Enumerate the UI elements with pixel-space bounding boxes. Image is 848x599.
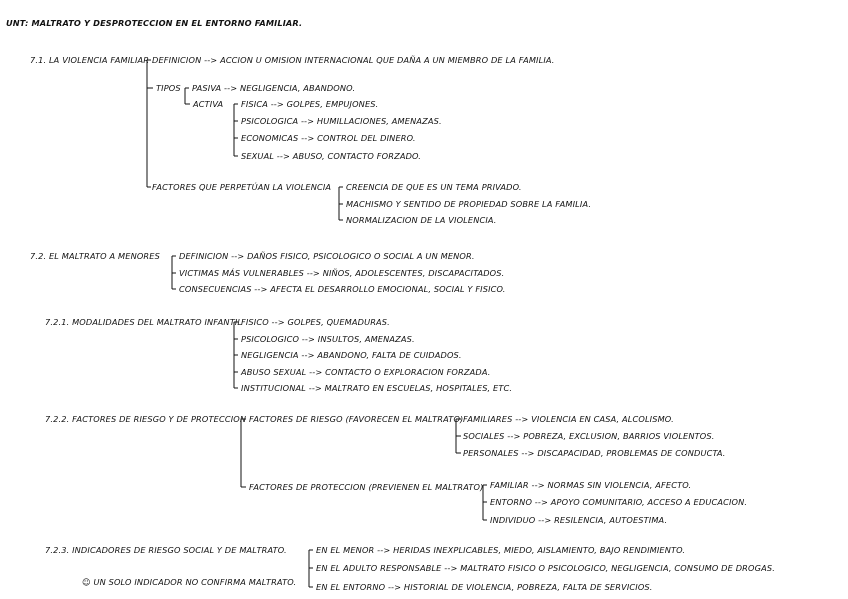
s722-proteccion-entorno: ENTORNO --> APOYO COMUNITARIO, ACCESO A EDUCACION.	[490, 497, 748, 507]
s722-riesgo: FACTORES DE RIESGO (FAVORECEN EL MALTRATO)	[249, 414, 464, 424]
s71-activa: ACTIVA	[193, 99, 224, 109]
s71-factores: FACTORES QUE PERPETÚAN LA VIOLENCIA	[152, 182, 332, 192]
s722-proteccion-familiar: FAMILIAR --> NORMAS SIN VIOLENCIA, AFECTO.	[490, 480, 692, 490]
section-7-1-heading: 7.1. LA VIOLENCIA FAMILIAR	[30, 55, 150, 65]
s721-fisico: FISICO --> GOLPES, QUEMADURAS.	[241, 317, 390, 327]
s71-fisica: FISICA --> GOLPES, EMPUJONES.	[241, 99, 379, 109]
s72-consecuencias: CONSECUENCIAS --> AFECTA EL DESARROLLO EMOCIONAL, SOCIAL Y FISICO.	[179, 284, 506, 294]
s721-psicologico: PSICOLOGICO --> INSULTOS, AMENAZAS.	[241, 334, 415, 344]
section-7-2-heading: 7.2. EL MALTRATO A MENORES	[30, 251, 160, 261]
s72-victimas: VICTIMAS MÁS VULNERABLES --> NIÑOS, ADOLESCENTES, DISCAPACITADOS.	[179, 268, 505, 278]
s71-tipos: TIPOS	[156, 83, 181, 93]
s72-definicion: DEFINICION --> DAÑOS FISICO, PSICOLOGICO O SOCIAL A UN MENOR.	[179, 251, 475, 261]
section-7-2-1-heading: 7.2.1. MODALIDADES DEL MALTRATO INFANTIL	[45, 317, 243, 327]
s71-sexual: SEXUAL --> ABUSO, CONTACTO FORZADO.	[241, 151, 422, 161]
s723-entorno: EN EL ENTORNO --> HISTORIAL DE VIOLENCIA, POBREZA, FALTA DE SERVICIOS.	[316, 582, 653, 592]
s723-note: ☺ UN SOLO INDICADOR NO CONFIRMA MALTRATO.	[82, 577, 297, 587]
s71-pasiva: PASIVA --> NEGLIGENCIA, ABANDONO.	[192, 83, 356, 93]
s71-psicologica: PSICOLOGICA --> HUMILLACIONES, AMENAZAS.	[241, 116, 442, 126]
s71-factor-1: CREENCIA DE QUE ES UN TEMA PRIVADO.	[346, 182, 522, 192]
s71-factor-3: NORMALIZACION DE LA VIOLENCIA.	[346, 215, 497, 225]
s722-riesgo-personales: PERSONALES --> DISCAPACIDAD, PROBLEMAS DE CONDUCTA.	[463, 448, 726, 458]
s722-riesgo-familiares: FAMILIARES --> VIOLENCIA EN CASA, ALCOLISMO.	[463, 414, 674, 424]
s71-definicion: DEFINICION --> ACCION U OMISION INTERNACIONAL QUE DAÑA A UN MIEMBRO DE LA FAMILIA.	[152, 55, 555, 65]
s723-menor: EN EL MENOR --> HERIDAS INEXPLICABLES, MIEDO, AISLAMIENTO, BAJO RENDIMIENTO.	[316, 545, 686, 555]
s71-economicas: ECONOMICAS --> CONTROL DEL DINERO.	[241, 133, 416, 143]
s722-proteccion-individuo: INDIVIDUO --> RESILENCIA, AUTOESTIMA.	[490, 515, 668, 525]
s722-proteccion: FACTORES DE PROTECCION (PREVIENEN EL MALTRATO)	[249, 482, 484, 492]
section-7-2-2-heading: 7.2.2. FACTORES DE RIESGO Y DE PROTECCION	[45, 414, 247, 424]
section-7-2-3-heading: 7.2.3. INDICADORES DE RIESGO SOCIAL Y DE MALTRATO.	[45, 545, 287, 555]
page-title: UNT: MALTRATO Y DESPROTECCION EN EL ENTORNO FAMILIAR.	[6, 18, 303, 28]
s721-institucional: INSTITUCIONAL --> MALTRATO EN ESCUELAS, HOSPITALES, ETC.	[241, 383, 513, 393]
s71-factor-2: MACHISMO Y SENTIDO DE PROPIEDAD SOBRE LA FAMILIA.	[346, 199, 592, 209]
s723-adulto: EN EL ADULTO RESPONSABLE --> MALTRATO FISICO O PSICOLOGICO, NEGLIGENCIA, CONSUMO DE DROGAS.	[316, 563, 775, 573]
s721-abuso-sexual: ABUSO SEXUAL --> CONTACTO O EXPLORACION FORZADA.	[241, 367, 491, 377]
s722-riesgo-sociales: SOCIALES --> POBREZA, EXCLUSION, BARRIOS VIOLENTOS.	[463, 431, 715, 441]
s721-negligencia: NEGLIGENCIA --> ABANDONO, FALTA DE CUIDADOS.	[241, 350, 462, 360]
